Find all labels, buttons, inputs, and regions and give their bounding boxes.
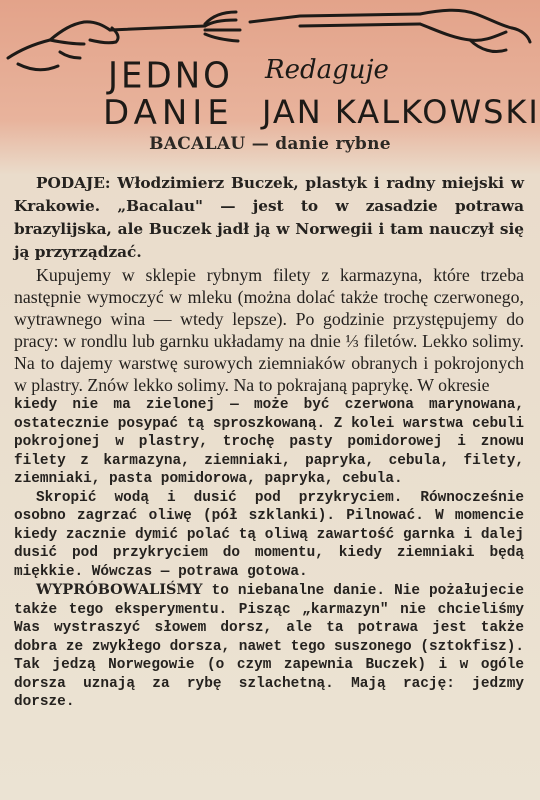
intro-text: Włodzimierz Buczek, plastyk i radny miejski w Krakowie. „Bacalau" — jest to w zasadzie potrawa brazylijska, ale Buczek jadł ją w Norwegii i tam nauczył się ją przyrządzać.	[14, 174, 524, 261]
verdict-text: to niebanalne danie. Nie pożałujecie także tego eksperymentu. Pisząc „karmazyn" nie chcieliśmy Was wystraszyć słowem dorsz, ale ta potrawa jest także dobra ze zwykłego dorsza, nawet tego suszonego (sztokfisz). Tak jedzą Norwegowie (o czym zapewnia Buczek) i w ogóle dorsza uznają za rybę szlachetną. Mają rację: jedzmy dorsze.	[14, 583, 524, 710]
intro-label: PODAJE:	[36, 174, 111, 192]
article-body	[14, 172, 524, 712]
cooking-paragraph: Skropić wodą i dusić pod przykryciem. Równocześnie osobno zagrzać oliwę (pół szklanki). Pilnować. W momencie kiedy zacznie dymić polać tą oliwą zawartość garnka i dalej dusić pod przykryciem do momentu, kiedy ziemniaki będą miękkie. Wówczas — potrawa gotowa.	[14, 489, 524, 580]
intro-paragraph	[14, 172, 524, 264]
fork-icon	[110, 12, 240, 41]
editor-name: JAN KALKOWSKI	[262, 93, 540, 131]
verdict-label: WYPRÓBOWALIŚMY	[36, 581, 203, 598]
hand-pointing-icon	[420, 10, 530, 51]
fork-icon	[250, 14, 420, 26]
recipe-paragraph: Kupujemy w sklepie rybnym filety z karmazyna, które trzeba następnie wymoczyć w mleku (można dolać także trochę czerwonego, wytrawnego wina — wtedy lepsze). Po godzinie przystępujemy do pracy: w rondlu lub garnku układamy na dnie ⅓ filetów. Lekko solimy. Na to dajemy warstwę surowych ziemniaków obranych i pokrojonych w plastry. Znów lekko solimy. Na to pokrajaną paprykę. W okresie	[14, 265, 524, 395]
masthead-title-line2: DANIE	[103, 93, 234, 133]
editor-prefix: Redaguje	[265, 55, 389, 85]
verdict-paragraph	[14, 581, 524, 712]
article-subtitle: BACALAU — danie rybne	[149, 134, 391, 154]
hand-pointing-icon	[8, 22, 118, 70]
masthead-title-line1: JEDNO	[108, 55, 233, 97]
recipe-continuation: kiedy nie ma zielonej — może być czerwona marynowana, ostatecznie posypać tą sproszkowaną. Z kolei warstwa cebuli pokrojonej w plastry, trochę pasty pomidorowej i znowu filety z karmazyna, ziemniaki, papryka, cebula, filety, ziemniaki, pasta pomidorowa, papryka, cebula.	[14, 397, 524, 487]
